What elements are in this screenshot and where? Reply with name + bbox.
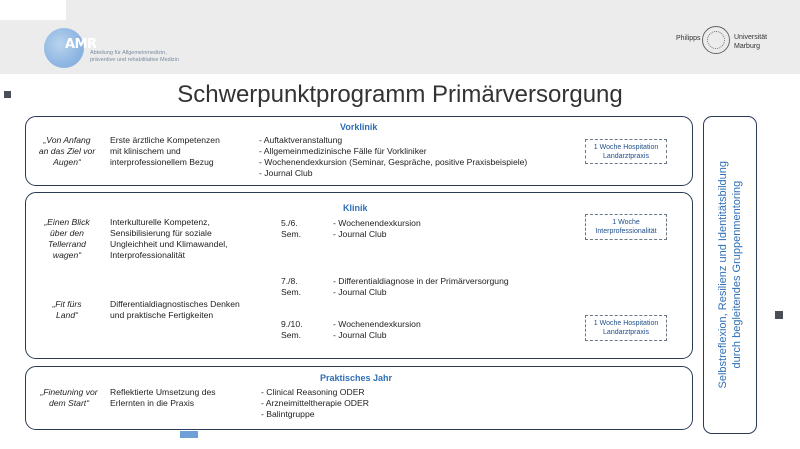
- pj-quote: [32, 387, 106, 409]
- vorklinik-item: - Wochenendexkursion (Seminar, Gespräche, positive Praxisbeispiele): [259, 157, 528, 167]
- klinik-item: - Wochenendexkursion: [333, 218, 421, 228]
- klinik-competence-line: Interkulturelle Kompetenz,: [110, 217, 210, 227]
- vorklinik-competence: [110, 135, 220, 168]
- pj-competence: [110, 387, 216, 409]
- uni-seal-icon: [702, 26, 730, 54]
- klinik-quote-line: über den: [50, 228, 84, 238]
- badge-line: Interprofessionalität: [595, 228, 657, 235]
- klinik-quote-line: wagen“: [52, 250, 82, 260]
- uni-name-right: [734, 33, 767, 51]
- vorklinik-competence-line: interprofessionellem Bezug: [110, 157, 214, 167]
- semester-line: 9./10.: [281, 319, 303, 329]
- amr-subtitle-line1: Abteilung für Allgemeinmedizin,: [90, 50, 167, 56]
- klinik-items-1: [333, 218, 421, 240]
- klinik-quote-line: Tellerrand: [48, 239, 86, 249]
- klinik-quote-line: Land“: [56, 310, 78, 320]
- deco-square-right: [775, 311, 783, 319]
- klinik-competence-line: Differentialdiagnostisches Denken: [110, 299, 240, 309]
- amr-logo: [44, 28, 244, 72]
- semester-line: Sem.: [281, 330, 302, 340]
- semester-line: Sem.: [281, 287, 302, 297]
- klinik-item: - Wochenendexkursion: [333, 319, 421, 329]
- klinik-competence-1: [110, 217, 228, 261]
- pj-item: - Balintgruppe: [261, 409, 315, 419]
- pj-quote-line: „Finetuning vor: [40, 387, 98, 397]
- klinik-semester-3: [281, 319, 303, 341]
- badge-line: Landarztpraxis: [603, 152, 649, 160]
- amr-logo-subtitle: [90, 50, 179, 64]
- deco-square-left: [4, 91, 11, 98]
- pj-heading: Praktisches Jahr: [320, 373, 393, 383]
- vorklinik-heading: Vorklinik: [340, 122, 378, 132]
- klinik-quote-line: „Einen Blick: [44, 217, 90, 227]
- klinik-interprofessional-badge: [585, 214, 667, 240]
- klinik-competence-2: [110, 299, 240, 321]
- pj-competence-line: Erlernten in die Praxis: [110, 398, 195, 408]
- klinik-items-2: [333, 276, 509, 298]
- semester-line: Sem.: [281, 229, 302, 239]
- vorklinik-quote-line: an das Ziel vor: [38, 146, 96, 156]
- deco-square-bottom: [180, 431, 198, 438]
- klinik-hospitation-badge: [585, 315, 667, 341]
- klinik-item: - Differentialdiagnose in der Primärversorgung: [333, 276, 509, 286]
- klinik-item: - Journal Club: [333, 287, 387, 297]
- vorklinik-quote-line: Augen“: [53, 157, 81, 167]
- vorklinik-item: - Journal Club: [259, 168, 313, 178]
- klinik-quote-1: [32, 217, 102, 261]
- klinik-item: - Journal Club: [333, 330, 387, 340]
- uni-right-line1: Universität: [734, 34, 768, 41]
- header-corner: [0, 0, 66, 20]
- badge-line: 1 Woche Hospitation: [593, 143, 659, 151]
- klinik-semester-2: [281, 276, 301, 298]
- vorklinik-competence-line: mit klinischem und: [110, 146, 181, 156]
- pj-competence-line: Reflektierte Umsetzung des: [110, 387, 216, 397]
- vorklinik-quote-line: „Von Anfang: [43, 135, 91, 145]
- badge-line: Landarztpraxis: [603, 329, 649, 336]
- klinik-competence-line: Ungleichheit und Klimawandel,: [110, 239, 228, 249]
- amr-logo-text: AMR: [65, 37, 97, 52]
- semester-line: 7./8.: [281, 276, 298, 286]
- pj-item: - Arzneimitteltherapie ODER: [261, 398, 369, 408]
- vorklinik-item: - Allgemeinmedizinische Fälle für Vorkliniker: [259, 146, 427, 156]
- uni-right-line2: Marburg: [734, 43, 761, 50]
- klinik-semester-1: [281, 218, 301, 240]
- klinik-competence-line: und praktische Fertigkeiten: [110, 310, 214, 320]
- pj-quote-line: dem Start“: [48, 398, 90, 408]
- klinik-competence-line: Interprofessionalität: [110, 250, 185, 260]
- badge-line: 1 Woche: [612, 219, 640, 226]
- klinik-quote-line: „Fit fürs: [52, 299, 82, 309]
- amr-subtitle-line2: präventive und rehabilitative Medizin: [90, 57, 179, 63]
- klinik-items-3: [333, 319, 421, 341]
- klinik-item: - Journal Club: [333, 229, 387, 239]
- vorklinik-competence-line: Erste ärztliche Kompetenzen: [110, 135, 220, 145]
- uni-name-left: Philipps: [676, 35, 701, 42]
- klinik-quote-2: [32, 299, 102, 321]
- mentoring-text: [703, 116, 757, 434]
- university-logo: [676, 24, 796, 64]
- badge-line: 1 Woche Hospitation: [593, 320, 659, 327]
- klinik-competence-line: Sensibilisierung für soziale: [110, 228, 212, 238]
- vorklinik-quote: [32, 135, 102, 168]
- mentoring-line1: Selbstreflexion, Resilienz und Identitätsbildung: [717, 161, 729, 389]
- vorklinik-item: - Auftaktveranstaltung: [259, 135, 343, 145]
- klinik-heading: Klinik: [343, 203, 368, 213]
- pj-items: [261, 387, 369, 420]
- semester-line: 5./6.: [281, 218, 298, 228]
- page-title: Schwerpunktprogramm Primärversorgung: [177, 81, 623, 108]
- vorklinik-hospitation-badge: [585, 139, 667, 164]
- vorklinik-items: [259, 135, 527, 179]
- pj-item: - Clinical Reasoning ODER: [261, 387, 365, 397]
- mentoring-line2: durch begleitendes Gruppenmentoring: [731, 181, 743, 369]
